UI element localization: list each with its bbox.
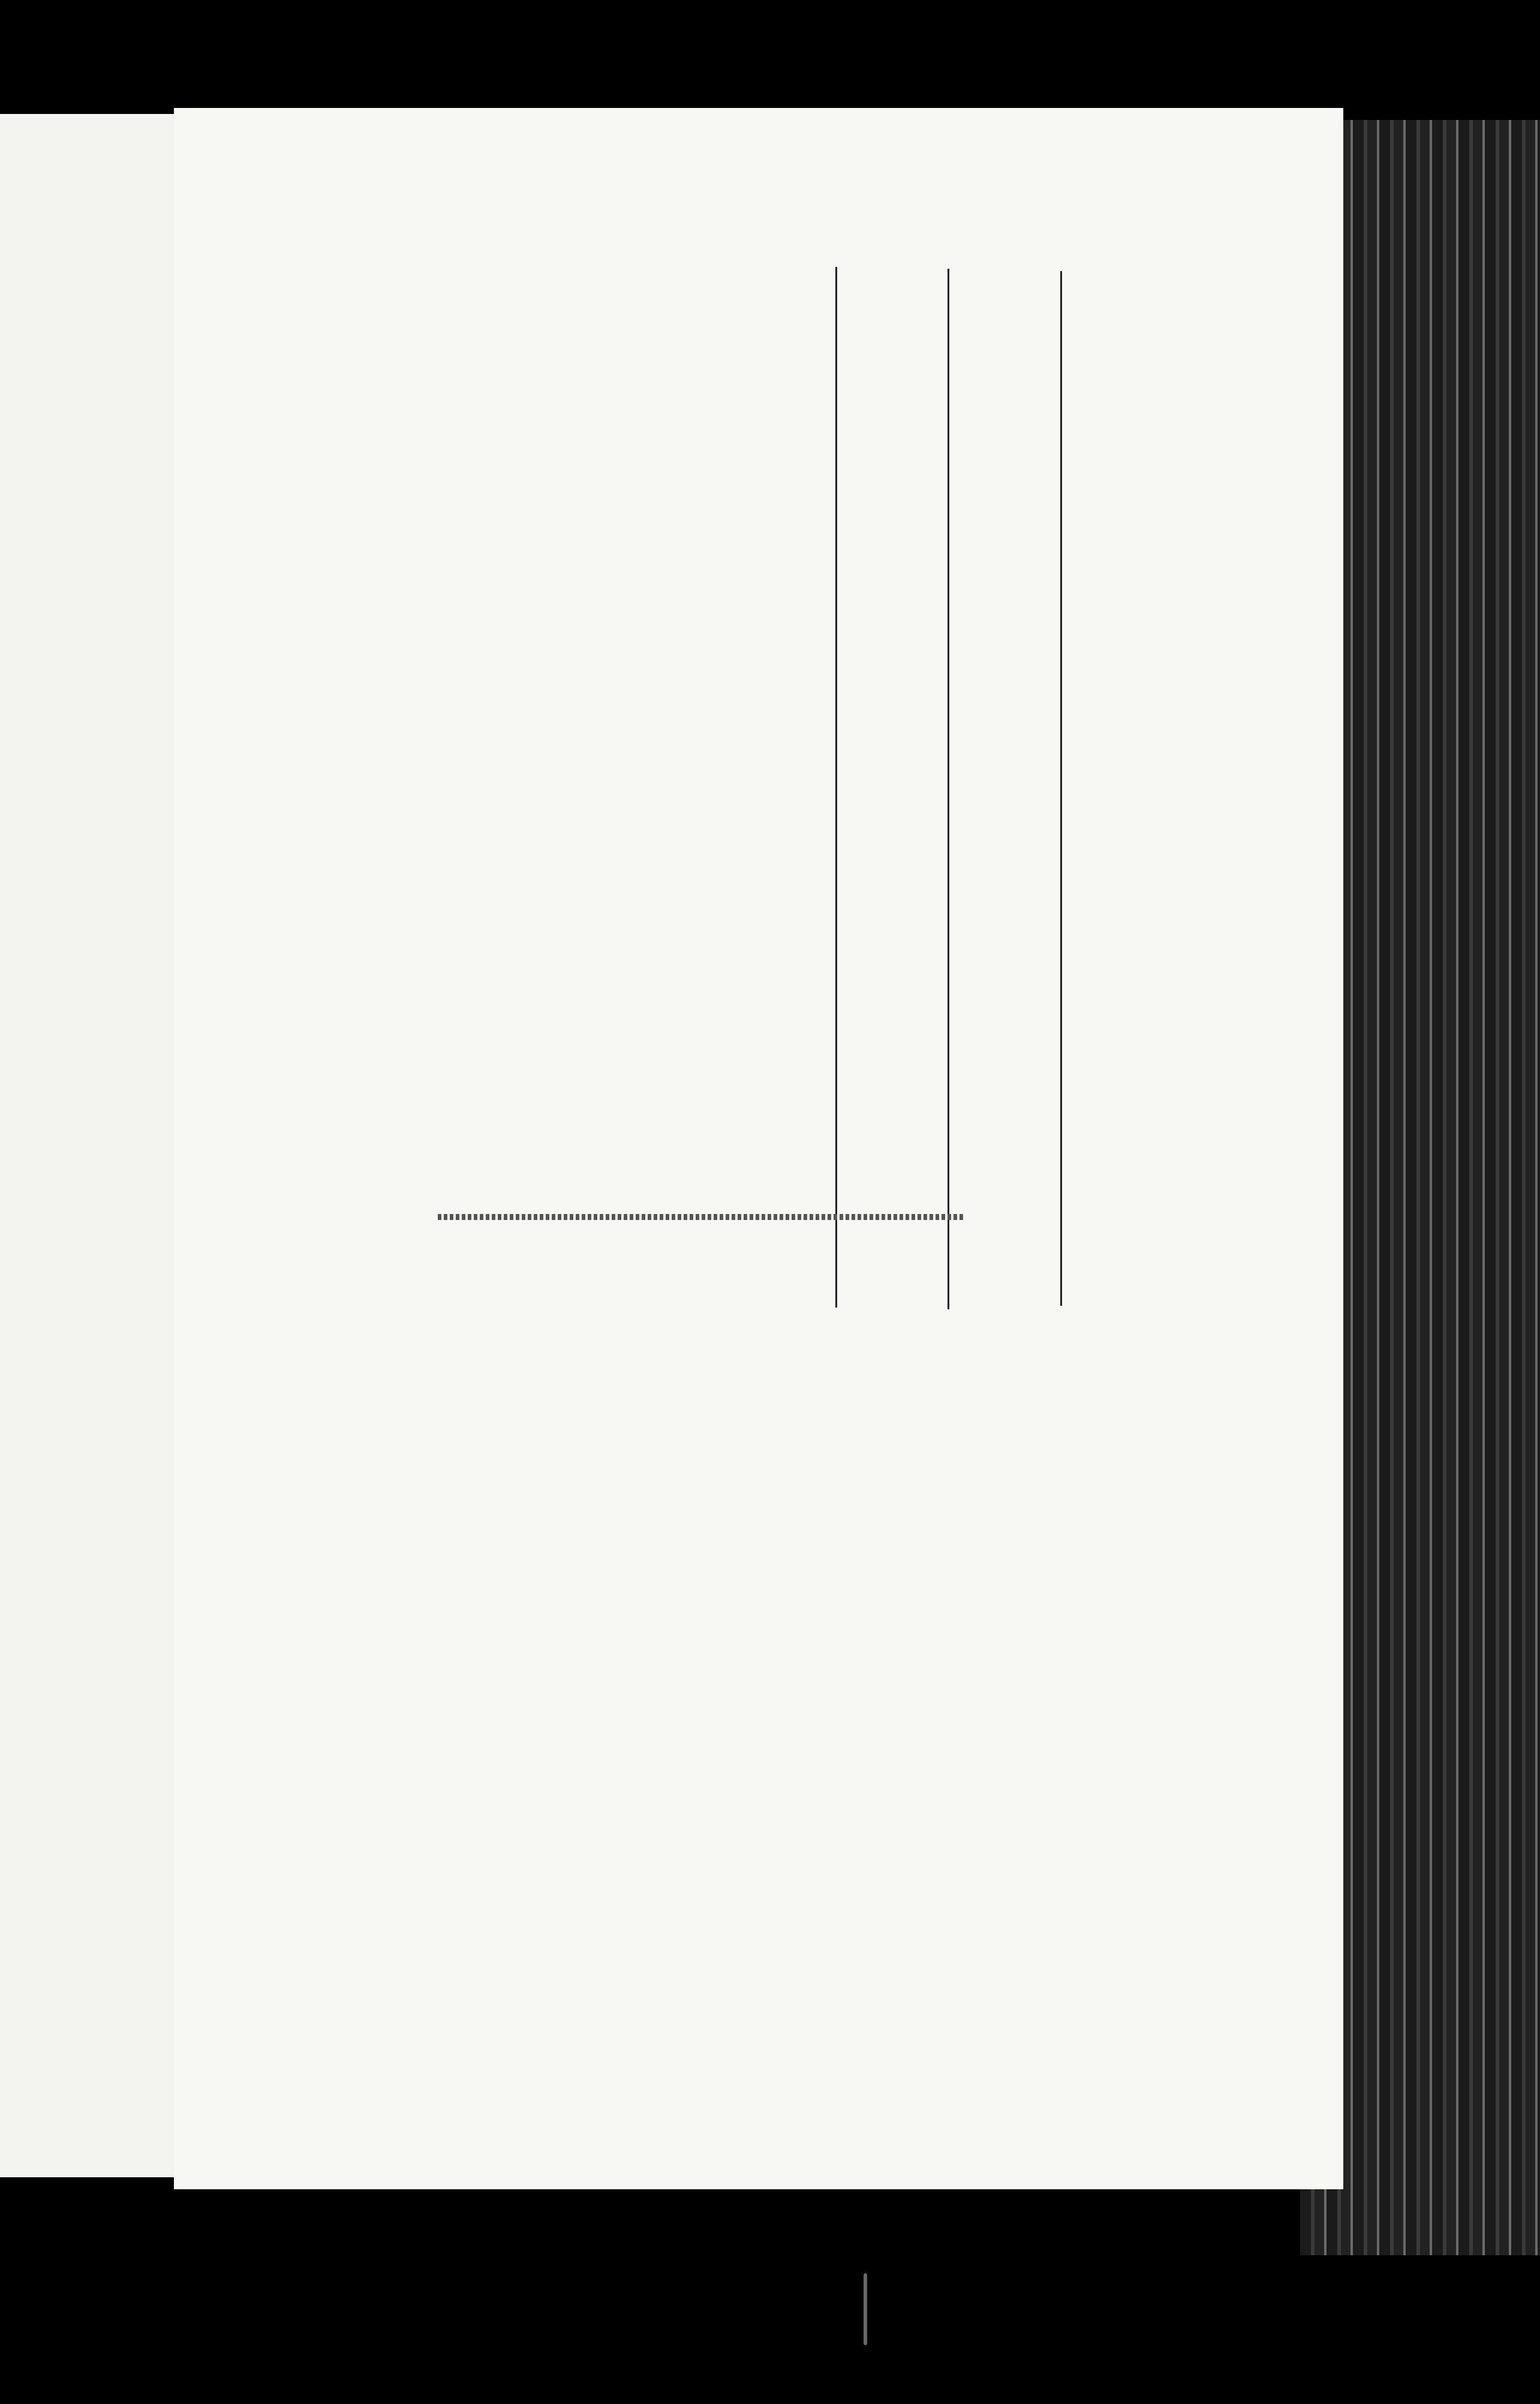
left-facing-page [0, 114, 187, 2177]
scan-artifact [864, 2273, 867, 2345]
section-divider [438, 1214, 965, 1220]
ledger-page [174, 108, 1343, 2189]
column-rule-3 [1060, 271, 1062, 1306]
column-rule-2 [948, 269, 949, 1309]
column-rule-1 [835, 267, 837, 1308]
